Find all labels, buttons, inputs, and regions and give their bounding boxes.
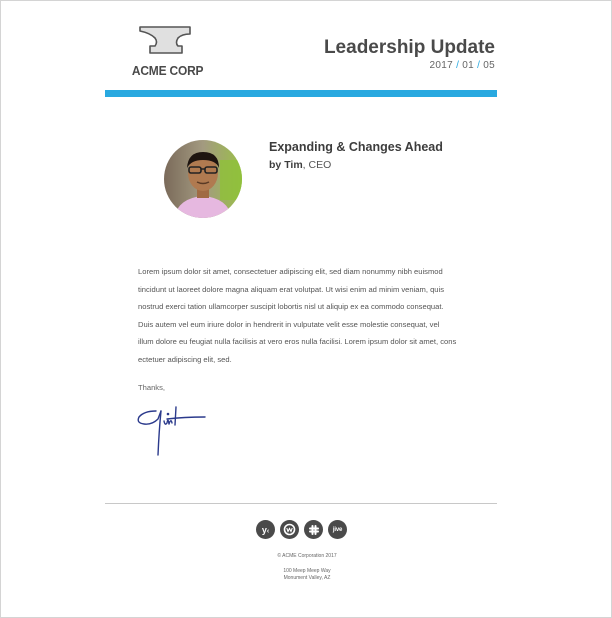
anvil-icon xyxy=(138,25,192,55)
company-logo xyxy=(129,25,204,78)
company-address xyxy=(1,568,612,582)
body-line: tincidunt ut laoreet dolore magna aliquam erat volutpat. Ut wisi enim ad minim veniam, quis xyxy=(138,284,445,294)
body-line: nostrud exerci tation ullamcorper suscipit lobortis nisl ut aliquip ex ea commodo consequat. xyxy=(138,302,444,312)
date-day: 05 xyxy=(483,60,495,71)
author-avatar xyxy=(164,140,242,218)
author-photo-icon xyxy=(164,140,242,218)
company-name: ACME CORP xyxy=(131,63,204,78)
address-line-2: Monument Valley, AZ xyxy=(283,575,331,581)
footer-divider xyxy=(105,503,497,504)
body-line: illum dolore eu feugiat nulla facilisis at vero eros nulla facilisi. Lorem ipsum dolor sit amet, cons xyxy=(138,337,457,347)
workplace-icon[interactable] xyxy=(280,520,299,539)
article-byline xyxy=(269,159,331,171)
author-name: Tim xyxy=(284,159,303,171)
author-role: , CEO xyxy=(302,159,332,171)
jive-icon[interactable] xyxy=(328,520,347,539)
newsletter-title: Leadership Update xyxy=(323,37,495,58)
date-year: 2017 xyxy=(429,60,453,71)
body-line: Lorem ipsum dolor sit amet, consectetuer adipiscing elit, sed diam nonummy nibh euismod xyxy=(138,267,443,276)
jive-glyph: jive xyxy=(332,526,343,533)
body-line: Duis autem vel eum iriure dolor in hendrerit in vulputate velit esse molestie consequat, vel xyxy=(138,319,440,329)
yammer-icon[interactable] xyxy=(256,520,275,539)
closing-text: Thanks, xyxy=(138,383,166,392)
signature-icon xyxy=(134,403,214,463)
date-separator: / xyxy=(477,60,481,71)
social-links xyxy=(256,520,347,539)
accent-bar xyxy=(105,90,497,97)
issue-date xyxy=(430,60,495,71)
workplace-glyph-icon xyxy=(283,523,296,536)
byline-prefix: by xyxy=(269,159,282,171)
slack-icon[interactable] xyxy=(304,520,323,539)
article-body xyxy=(138,263,478,369)
address-line-1: 100 Meep Meep Way xyxy=(283,568,331,574)
copyright-text: © ACME Corporation 2017 xyxy=(277,553,337,559)
article-title: Expanding & Changes Ahead xyxy=(269,140,443,154)
date-separator: / xyxy=(456,60,460,71)
signature xyxy=(134,403,214,468)
body-line: ectetuer adipiscing elit, sed. xyxy=(138,354,232,364)
slack-glyph-icon xyxy=(308,524,320,536)
yammer-glyph: y‹ xyxy=(261,524,270,535)
date-month: 01 xyxy=(462,60,474,71)
